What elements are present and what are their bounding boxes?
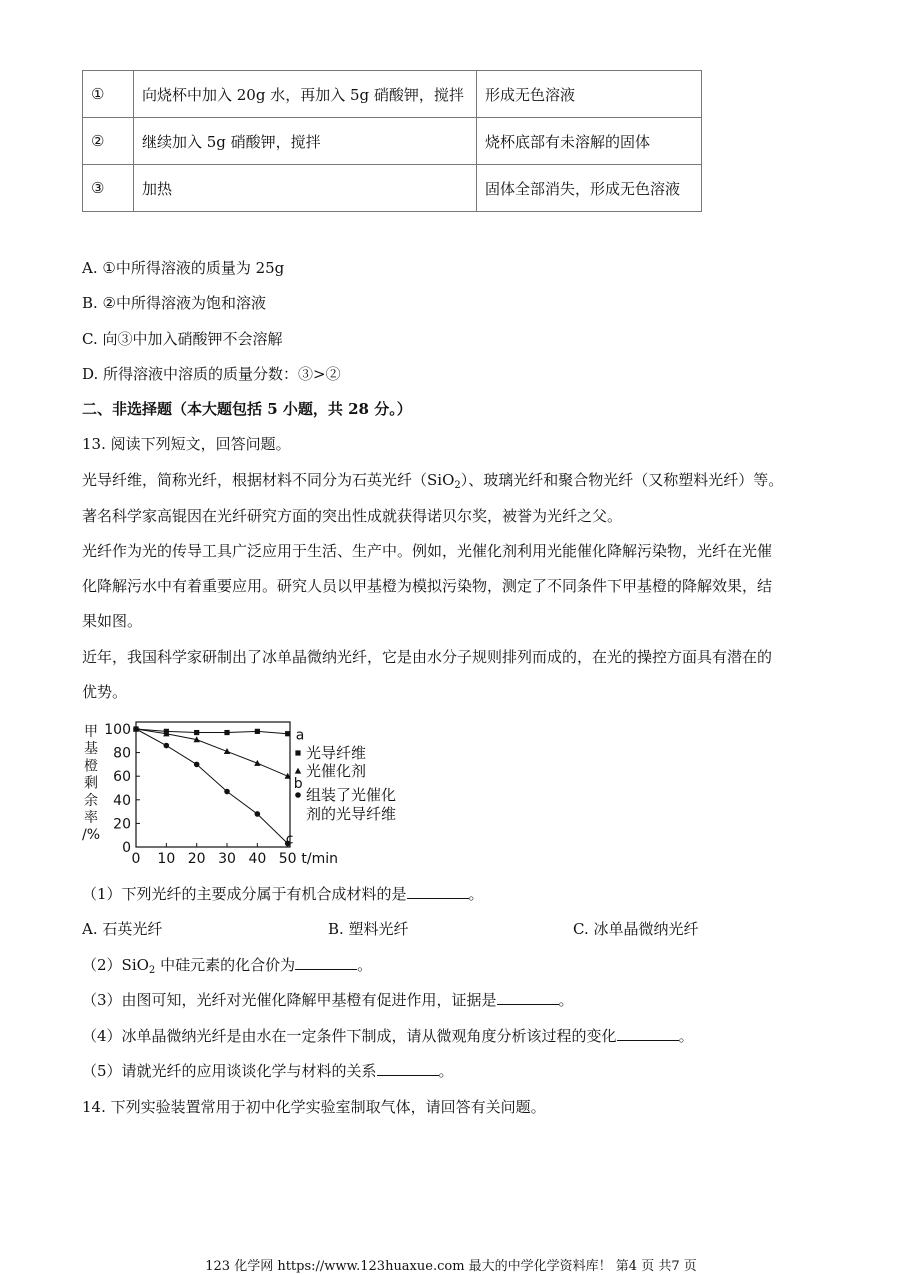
answer-blank[interactable]	[407, 884, 469, 899]
option-b: B. ②中所得溶液为饱和溶液	[82, 294, 267, 312]
y-tick-label: 0	[122, 840, 131, 856]
question-14: 14. 下列实验装置常用于初中化学实验室制取气体，请回答有关问题。	[82, 1098, 546, 1116]
data-point-circle	[255, 811, 261, 817]
answer-blank[interactable]	[497, 990, 559, 1005]
y-tick-label: 20	[113, 816, 131, 833]
paragraph-3-line-2: 优势。	[82, 683, 128, 701]
paragraph-1-line-2: 著名科学家高锟因在光纤研究方面的突出性成就获得诺贝尔奖，被誉为光纤之父。	[82, 507, 623, 525]
sub-question-1: （1）下列光纤的主要成分属于有机合成材料的是 。	[82, 885, 484, 903]
sub-question-3: （3）由图可知，光纤对光催化降解甲基橙有促进作用，证据是 。	[82, 991, 574, 1009]
data-point-circle	[295, 792, 301, 798]
x-tick-label: 20	[187, 851, 206, 867]
legend-label: 光导纤维	[306, 744, 367, 762]
y-label-char: 甲	[84, 724, 98, 740]
observation-cell: 形成无色溶液	[477, 71, 702, 118]
data-point-square	[285, 731, 290, 736]
step-number: ③	[83, 165, 134, 212]
y-axis-label	[82, 724, 100, 843]
series-end-label: a	[295, 727, 305, 744]
plot-frame	[136, 722, 290, 847]
y-label-char: 橙	[84, 758, 98, 775]
legend-label: 组装了光催化	[306, 786, 397, 804]
series-c	[133, 726, 293, 847]
paragraph-3-line-1: 近年，我国科学家研制出了冰单晶微纳光纤，它是由水分子规则排列而成的，在光的操控方面具有潜在的	[82, 648, 773, 666]
series-line	[136, 729, 288, 776]
option-c: C. 向③中加入硝酸钾不会溶解	[82, 330, 283, 348]
operation-cell: 向烧杯中加入 20g 水，再加入 5g 硝酸钾，搅拌	[134, 71, 477, 118]
series-line	[136, 729, 288, 843]
y-tick-label: 60	[113, 769, 131, 786]
observation-cell: 固体全部消失，形成无色溶液	[477, 165, 702, 212]
data-point-square	[194, 730, 199, 735]
x-axis-label: t/min	[301, 851, 338, 867]
data-point-circle	[164, 743, 170, 749]
operation-cell: 继续加入 5g 硝酸钾，搅拌	[134, 118, 477, 165]
sub-question-4: （4）冰单晶微纳光纤是由水在一定条件下制成，请从微观角度分析该过程的变化 。	[82, 1027, 694, 1045]
step-number: ②	[83, 118, 134, 165]
y-tick-label: 80	[113, 745, 131, 762]
option-d: D. 所得溶液中溶质的质量分数：③>②	[82, 365, 341, 383]
data-point-circle	[224, 789, 230, 795]
series-b	[133, 726, 303, 793]
data-point-circle	[133, 726, 139, 732]
y-label-char: 基	[84, 741, 98, 758]
paragraph-1-line-1: 光导纤维，简称光纤，根据材料不同分为石英光纤（SiO$_2$）、玻璃光纤和聚合物光纤（又称塑料光纤）等。	[82, 471, 784, 491]
data-point-triangle	[295, 768, 301, 774]
experiment-table	[82, 70, 702, 212]
answer-blank[interactable]	[377, 1061, 439, 1076]
table-row	[83, 71, 702, 118]
y-label-char: 余	[84, 792, 98, 809]
choice-c: C. 冰单晶微纳光纤	[573, 920, 699, 938]
data-point-square	[295, 750, 300, 755]
table-row	[83, 118, 702, 165]
data-point-square	[224, 730, 229, 735]
answer-blank[interactable]	[617, 1026, 679, 1041]
step-number: ①	[83, 71, 134, 118]
x-tick-label: 0	[131, 851, 141, 867]
y-label-char: 率	[84, 810, 98, 826]
observation-cell: 烧杯底部有未溶解的固体	[477, 118, 702, 165]
paragraph-2-line-3: 果如图。	[82, 612, 143, 630]
section-heading: 二、非选择题（本大题包括 5 小题，共 28 分。）	[82, 400, 412, 418]
paragraph-2-line-1: 光纤作为光的传导工具广泛应用于生活、生产中。例如，光催化剂利用光能催化降解污染物，光纤在光催	[82, 542, 773, 560]
choice-b: B. 塑料光纤	[328, 920, 409, 938]
x-tick-label: 50	[278, 851, 297, 867]
question-13-intro: 13. 阅读下列短文，回答问题。	[82, 435, 291, 453]
data-point-square	[255, 729, 260, 734]
choice-a: A. 石英光纤	[82, 920, 163, 938]
chart-series	[133, 726, 304, 848]
tick-labels	[104, 722, 338, 867]
page-footer: 123 化学网 https://www.123huaxue.com 最大的中学化学资料库！ 第4 页 共7 页	[205, 1259, 697, 1274]
answer-blank[interactable]	[295, 955, 357, 970]
table-row	[83, 165, 702, 212]
chart-axes	[136, 722, 290, 847]
sub-question-5: （5）请就光纤的应用谈谈化学与材料的关系 。	[82, 1062, 454, 1080]
legend-label: 光催化剂	[306, 762, 367, 780]
y-label-char: /%	[82, 827, 101, 844]
chart-legend	[295, 744, 396, 823]
y-tick-label: 40	[113, 792, 131, 809]
sub-question-2: （2）SiO$_2$ 中硅元素的化合价为 。	[82, 956, 373, 976]
option-a: A. ①中所得溶液的质量为 25g	[82, 259, 285, 277]
series-end-label: c	[285, 831, 294, 848]
data-point-circle	[194, 762, 200, 768]
legend-label: 剂的光导纤维	[306, 805, 397, 823]
series-end-label: b	[293, 776, 303, 793]
x-tick-label: 10	[157, 851, 176, 867]
y-tick-label: 100	[104, 722, 131, 738]
operation-cell: 加热	[134, 165, 477, 212]
paragraph-2-line-2: 化降解污水中有着重要应用。研究人员以甲基橙为模拟污染物，测定了不同条件下甲基橙的降解效果，结	[82, 577, 773, 595]
degradation-chart	[82, 718, 422, 868]
x-tick-label: 30	[218, 851, 236, 867]
y-label-char: 剩	[84, 775, 98, 792]
x-tick-label: 40	[248, 851, 267, 867]
